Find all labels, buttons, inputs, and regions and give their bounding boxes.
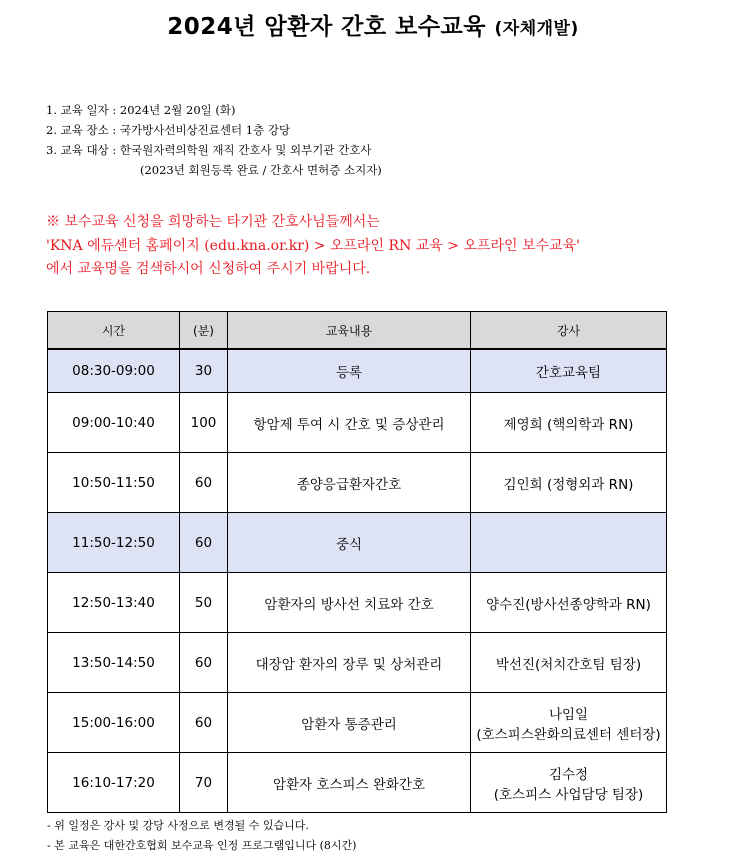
event-info: [46, 100, 382, 180]
table-row: [48, 453, 667, 513]
speaker-name: 김수정: [548, 766, 589, 783]
header-time: 시간: [48, 312, 180, 350]
header-minutes: (분): [180, 312, 228, 350]
header-topic: 교육내용: [228, 312, 471, 350]
cell-speaker: [471, 693, 667, 753]
cell-topic: 암환자 호스피스 완화간호: [228, 753, 471, 813]
cell-minutes: 50: [180, 573, 228, 633]
cell-time: 08:30-09:00: [48, 349, 180, 393]
cell-time: 13:50-14:50: [48, 633, 180, 693]
cell-speaker: [471, 753, 667, 813]
footnote-schedule-change: - 위 일정은 강사 및 강당 사정으로 변경될 수 있습니다.: [47, 819, 309, 832]
info-date: 1. 교육 일자 : 2024년 2월 20일 (화): [46, 103, 236, 117]
cell-time: 09:00-10:40: [48, 393, 180, 453]
header-speaker: 강사: [471, 312, 667, 350]
cell-speaker: 간호교육팀: [471, 349, 667, 393]
table-row: [48, 513, 667, 573]
speaker-name: 나임일: [548, 706, 589, 723]
table-header-row: [48, 312, 667, 350]
cell-minutes: 70: [180, 753, 228, 813]
table-row: [48, 633, 667, 693]
cell-topic: 등록: [228, 349, 471, 393]
table-row: [48, 753, 667, 813]
cell-minutes: 30: [180, 349, 228, 393]
cell-topic: 중식: [228, 513, 471, 573]
cell-speaker: 제영희 (핵의학과 RN): [471, 393, 667, 453]
cell-minutes: 60: [180, 633, 228, 693]
cell-topic: 대장암 환자의 장루 및 상처관리: [228, 633, 471, 693]
cell-time: 10:50-11:50: [48, 453, 180, 513]
cell-time: 15:00-16:00: [48, 693, 180, 753]
footnotes: [47, 816, 356, 856]
speaker-affiliation: (호스피스완화의료센터 센터장): [476, 726, 661, 743]
notice-line-3: 에서 교육명을 검색하시어 신청하여 주시기 바랍니다.: [46, 261, 371, 277]
table-row: [48, 393, 667, 453]
table-row: [48, 693, 667, 753]
cell-time: 12:50-13:40: [48, 573, 180, 633]
cell-minutes: 60: [180, 693, 228, 753]
info-place: 2. 교육 장소 : 국가방사선비상진료센터 1층 강당: [46, 123, 291, 137]
cell-minutes: 100: [180, 393, 228, 453]
cell-minutes: 60: [180, 513, 228, 573]
cell-speaker: 양수진(방사선종양학과 RN): [471, 573, 667, 633]
cell-time: 16:10-17:20: [48, 753, 180, 813]
title-sub: (자체개발): [494, 19, 579, 39]
cell-topic: 암환자의 방사선 치료와 간호: [228, 573, 471, 633]
page-title: [0, 8, 746, 41]
cell-speaker: 김인희 (정형외과 RN): [471, 453, 667, 513]
registration-notice: [46, 211, 698, 282]
table-row: [48, 349, 667, 393]
notice-line-1: ※ 보수교육 신청을 희망하는 타기관 간호사님들께서는: [46, 214, 380, 230]
title-main: 2024년 암환자 간호 보수교육: [167, 14, 486, 40]
cell-speaker: 박선진(처치간호팀 팀장): [471, 633, 667, 693]
cell-time: 11:50-12:50: [48, 513, 180, 573]
cell-speaker: [471, 513, 667, 573]
info-target: 3. 교육 대상 : 한국원자력의학원 재직 간호사 및 외부기관 간호사: [46, 143, 372, 157]
info-target-extra: (2023년 회원등록 완료 / 간호사 면허증 소지자): [140, 163, 382, 177]
cell-topic: 암환자 통증관리: [228, 693, 471, 753]
table-row: [48, 573, 667, 633]
cell-minutes: 60: [180, 453, 228, 513]
schedule-table: [47, 311, 667, 813]
footnote-accreditation: - 본 교육은 대한간호협회 보수교육 인정 프로그램입니다 (8시간): [47, 839, 357, 852]
cell-topic: 항암제 투여 시 간호 및 증상관리: [228, 393, 471, 453]
cell-topic: 종양응급환자간호: [228, 453, 471, 513]
notice-line-2: 'KNA 에듀센터 홈페이지 (edu.kna.or.kr) > 오프라인 RN 교육 > 오프라인 보수교육': [46, 237, 580, 254]
speaker-affiliation: (호스피스 사업담당 팀장): [493, 786, 644, 803]
